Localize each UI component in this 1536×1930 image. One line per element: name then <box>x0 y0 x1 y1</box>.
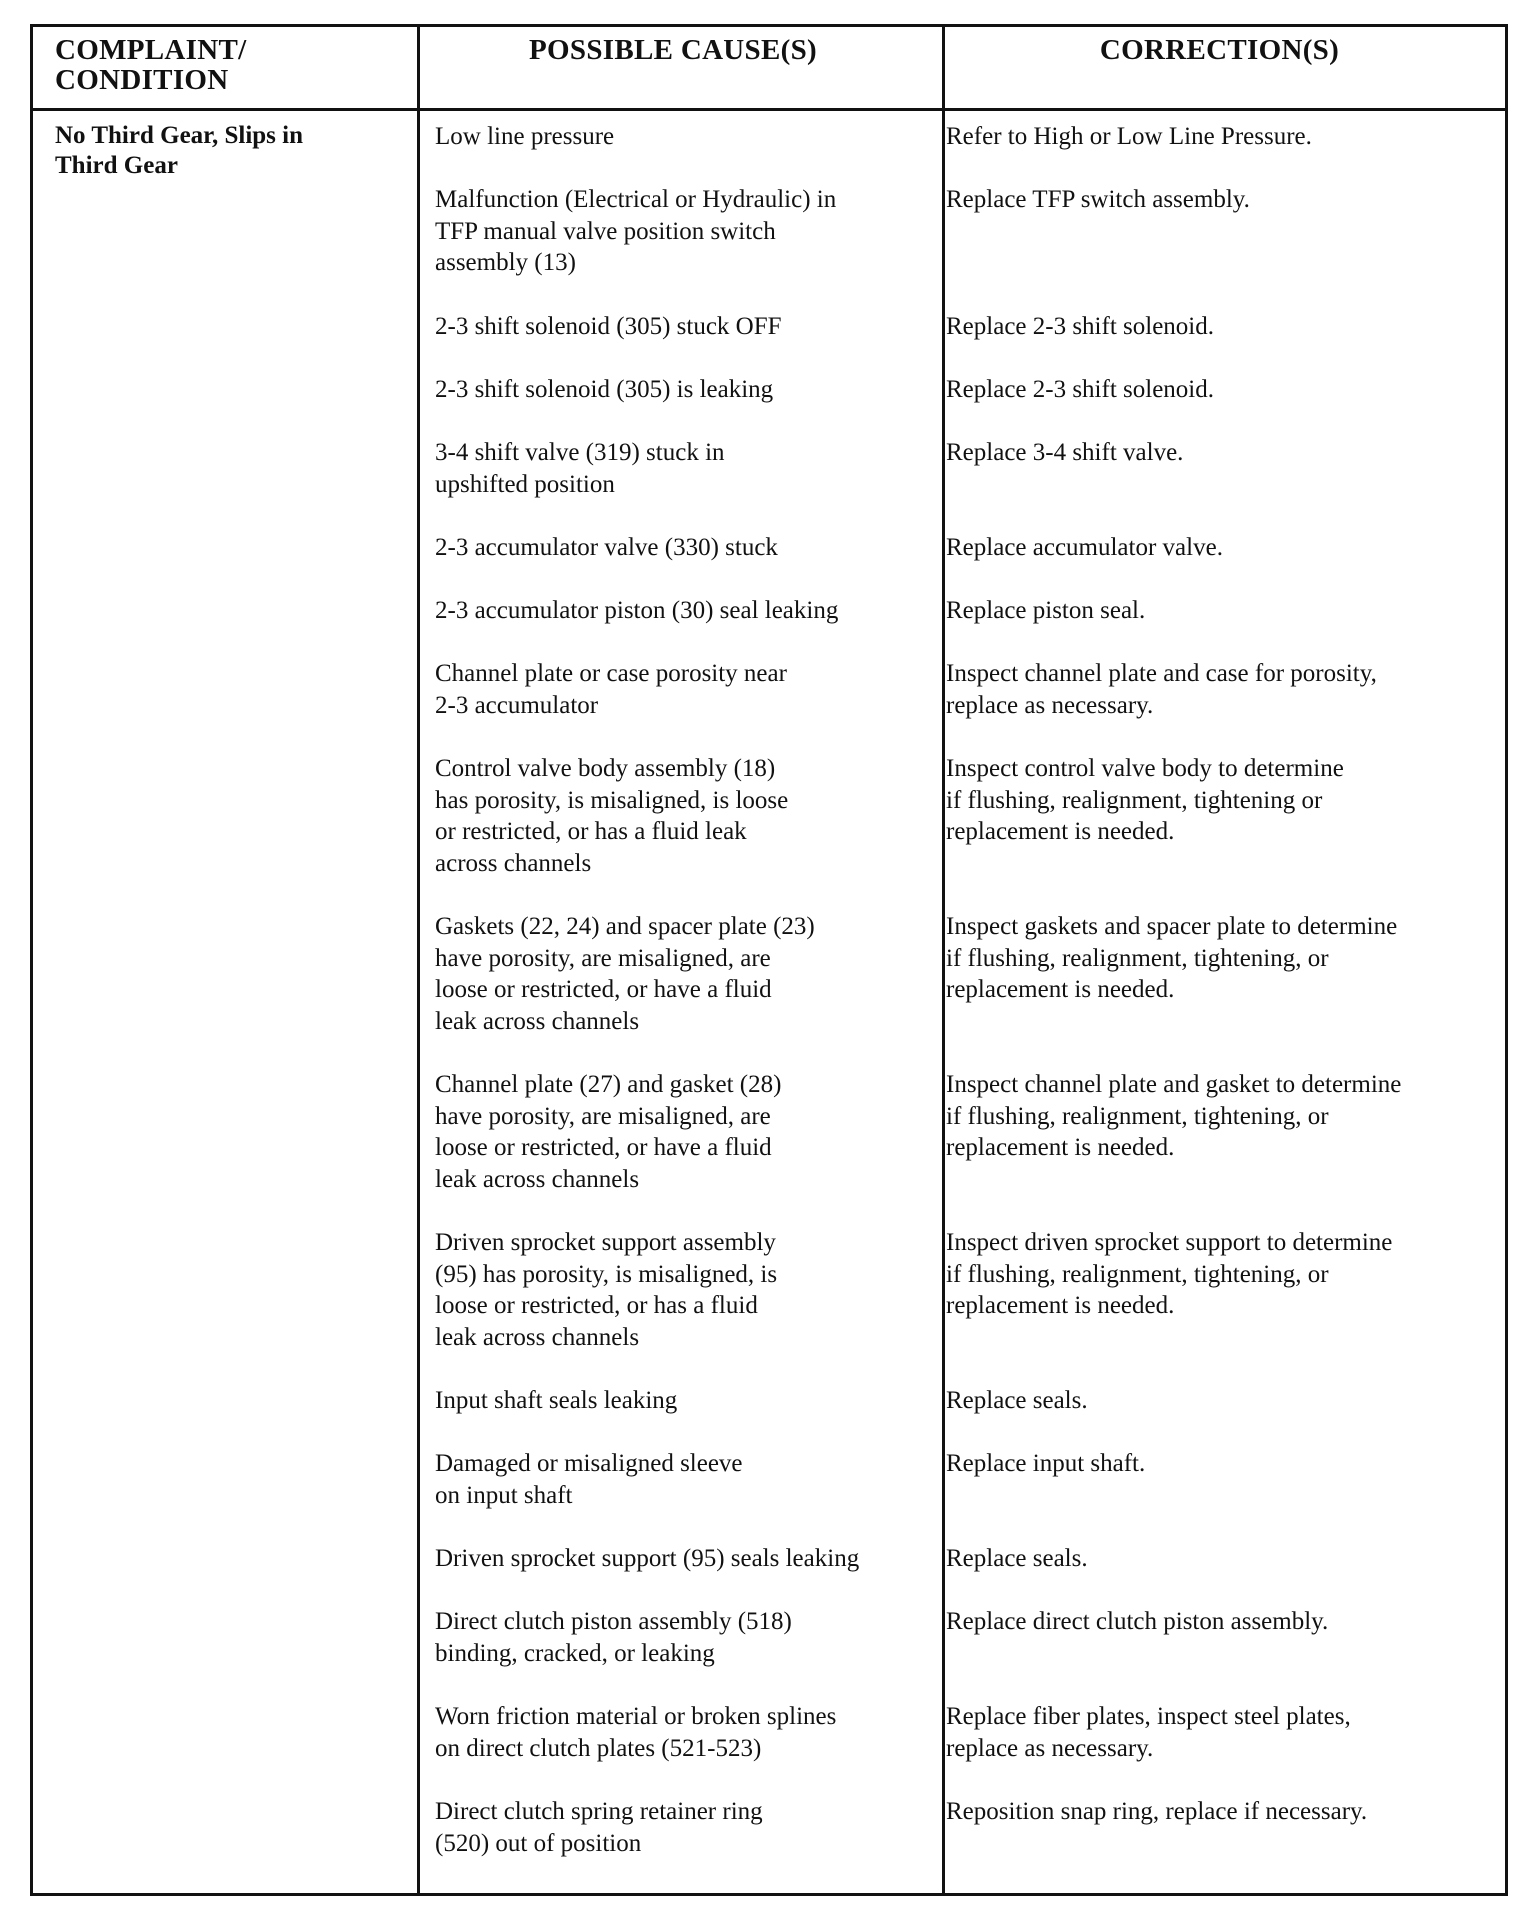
correction-cell: Replace seals. <box>946 1387 1088 1414</box>
cause-cell: Channel plate or case porosity near 2-3 accumulator <box>435 660 787 719</box>
header-possible-causes-label: POSSIBLE CAUSE(S) <box>529 34 817 66</box>
cause-cell: Direct clutch spring retainer ring (520) out of position <box>435 1798 763 1857</box>
cause-cell: Channel plate (27) and gasket (28) have porosity, are misaligned, are loose or restricted, or have a fluid leak across channels <box>435 1071 782 1193</box>
table-row <box>33 184 1505 311</box>
header-complaint <box>55 27 415 109</box>
cause-cell: Damaged or misaligned sleeve on input shaft <box>435 1450 743 1509</box>
correction-cell: Inspect channel plate and case for porosity, replace as necessary. <box>946 660 1377 719</box>
header-corrections <box>932 27 1507 109</box>
correction-cell: Replace seals. <box>946 1545 1088 1572</box>
table-row <box>33 753 1505 911</box>
cause-cell: Malfunction (Electrical or Hydraulic) in TFP manual valve position switch assembly (13) <box>435 186 837 276</box>
correction-cell: Replace piston seal. <box>946 597 1146 624</box>
table-row <box>33 1606 1505 1701</box>
cause-cell: Driven sprocket support assembly (95) has porosity, is misaligned, is loose or restricted, or has a fluid leak across channels <box>435 1229 778 1351</box>
table-row <box>33 374 1505 437</box>
table-row <box>33 437 1505 532</box>
table-row <box>33 1385 1505 1448</box>
correction-cell: Replace 2-3 shift solenoid. <box>946 313 1214 340</box>
correction-cell: Replace fiber plates, inspect steel plates, replace as necessary. <box>946 1703 1351 1762</box>
cause-cell: Low line pressure <box>435 123 615 150</box>
correction-cell: Replace direct clutch piston assembly. <box>946 1608 1329 1635</box>
table-row <box>33 1543 1505 1606</box>
header-possible-causes <box>417 27 929 109</box>
correction-cell: Reposition snap ring, replace if necessary. <box>946 1798 1368 1825</box>
cause-cell: Worn friction material or broken splines on direct clutch plates (521-523) <box>435 1703 837 1762</box>
table-row <box>33 595 1505 658</box>
correction-cell: Inspect gaskets and spacer plate to determine if flushing, realignment, tightening, or replacement is needed. <box>946 913 1398 1003</box>
table-row <box>33 311 1505 374</box>
correction-cell: Inspect control valve body to determine if flushing, realignment, tightening or replacement is needed. <box>946 755 1344 845</box>
correction-cell: Refer to High or Low Line Pressure. <box>946 123 1312 150</box>
correction-cell: Replace 2-3 shift solenoid. <box>946 376 1214 403</box>
cause-cell: 2-3 shift solenoid (305) stuck OFF <box>435 313 782 340</box>
table-row <box>33 1796 1505 1891</box>
header-complaint-label: COMPLAINT/ CONDITION <box>55 34 247 96</box>
complaint-condition: No Third Gear, Slips in Third Gear <box>55 122 303 179</box>
troubleshooting-table <box>30 24 1508 1896</box>
cause-cell: Control valve body assembly (18) has porosity, is misaligned, is loose or restricted, or has a fluid leak across channels <box>435 755 789 877</box>
table-row <box>33 658 1505 753</box>
correction-cell: Replace accumulator valve. <box>946 534 1223 561</box>
cause-cell: 2-3 accumulator valve (330) stuck <box>435 534 778 561</box>
table-row <box>33 121 1505 184</box>
correction-cell: Replace TFP switch assembly. <box>946 186 1250 213</box>
correction-cell: Replace input shaft. <box>946 1450 1146 1477</box>
table-row <box>33 1448 1505 1543</box>
cause-cell: Gaskets (22, 24) and spacer plate (23) have porosity, are misaligned, are loose or restricted, or have a fluid leak across channels <box>435 913 815 1035</box>
correction-cell: Inspect driven sprocket support to determine if flushing, realignment, tightening, or replacement is needed. <box>946 1229 1393 1319</box>
correction-cell: Replace 3-4 shift valve. <box>946 439 1184 466</box>
table-body <box>33 121 1505 1891</box>
cause-cell: 3-4 shift valve (319) stuck in upshifted position <box>435 439 725 498</box>
cause-cell: Direct clutch piston assembly (518) binding, cracked, or leaking <box>435 1608 792 1667</box>
table-row <box>33 1701 1505 1796</box>
cause-cell: Input shaft seals leaking <box>435 1387 678 1414</box>
header-corrections-label: CORRECTION(S) <box>1099 34 1340 66</box>
table-row <box>33 1069 1505 1227</box>
table-row <box>33 1227 1505 1385</box>
table-row <box>33 911 1505 1069</box>
cause-cell: Driven sprocket support (95) seals leaking <box>435 1545 860 1572</box>
cause-cell: 2-3 shift solenoid (305) is leaking <box>435 376 774 403</box>
cause-cell: 2-3 accumulator piston (30) seal leaking <box>435 597 839 624</box>
table-row <box>33 532 1505 595</box>
correction-cell: Inspect channel plate and gasket to determine if flushing, realignment, tightening, or replacement is needed. <box>946 1071 1402 1161</box>
